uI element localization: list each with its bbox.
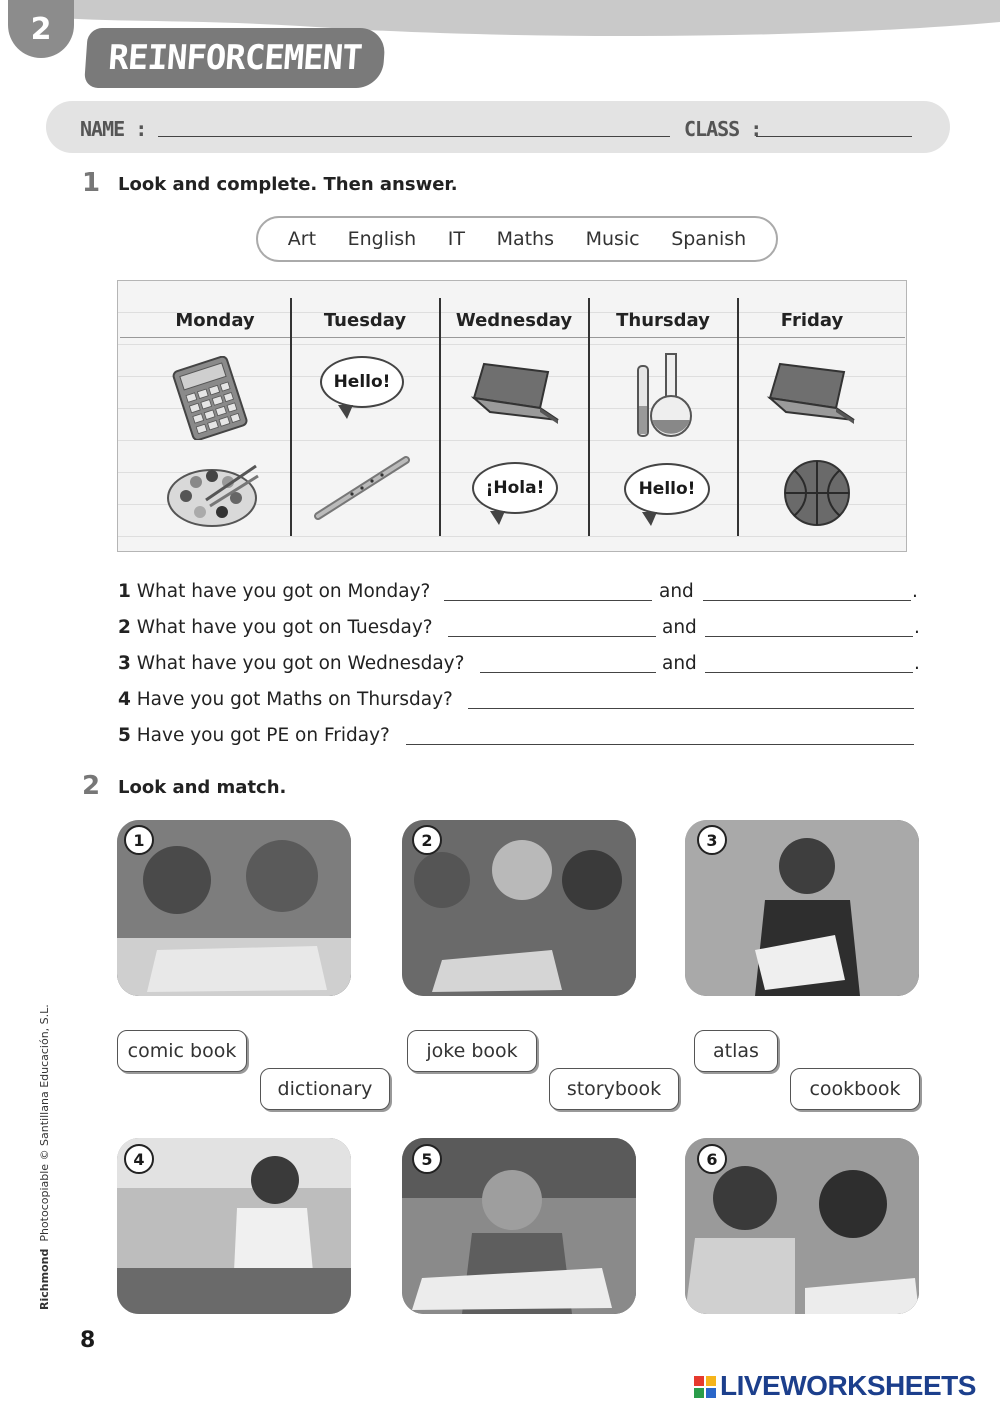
answer-3a[interactable] xyxy=(480,672,656,673)
day-monday: Monday xyxy=(175,310,255,331)
name-field[interactable] xyxy=(158,136,670,137)
unit-badge: 2 xyxy=(8,0,74,58)
answer-2a[interactable] xyxy=(448,636,656,637)
question-1: 1 What have you got on Monday? xyxy=(118,581,431,602)
period: . xyxy=(912,581,918,602)
exercise-2-instruction: Look and match. xyxy=(118,777,287,798)
period: . xyxy=(914,617,920,638)
word-atlas[interactable]: atlas xyxy=(694,1030,778,1072)
word-bank-item: Spanish xyxy=(671,228,747,250)
photo-number: 3 xyxy=(697,825,727,855)
word-dictionary[interactable]: dictionary xyxy=(260,1068,390,1110)
day-friday: Friday xyxy=(780,310,844,331)
page-title: REINFORCEMENT xyxy=(84,28,386,88)
column-divider xyxy=(737,298,739,536)
answer-4[interactable] xyxy=(468,708,914,709)
word-storybook[interactable]: storybook xyxy=(549,1068,679,1110)
period: . xyxy=(914,653,920,674)
column-divider xyxy=(588,298,590,536)
liveworksheets-watermark: LIVEWORKSHEETS xyxy=(720,1370,976,1401)
basketball-icon xyxy=(782,458,852,528)
answer-1b[interactable] xyxy=(703,600,911,601)
lab-flasks-icon xyxy=(630,350,700,442)
exercise-1-instruction: Look and complete. Then answer. xyxy=(118,174,458,195)
answer-3b[interactable] xyxy=(705,672,913,673)
word-bank-item: Music xyxy=(585,228,640,250)
day-wednesday: Wednesday xyxy=(455,310,573,331)
word-bank-item: English xyxy=(347,228,417,250)
page-number: 8 xyxy=(80,1328,96,1353)
paint-palette-icon xyxy=(166,460,262,530)
word-comic-book[interactable]: comic book xyxy=(117,1030,247,1072)
word-cookbook[interactable]: cookbook xyxy=(790,1068,920,1110)
speech-bubble-hello: Hello! xyxy=(320,356,404,408)
and-label: and xyxy=(662,653,697,674)
laptop-icon xyxy=(766,360,858,430)
name-class-band xyxy=(46,101,950,153)
photo-number: 5 xyxy=(412,1144,442,1174)
recorder-icon xyxy=(312,452,412,522)
answer-5[interactable] xyxy=(406,744,914,745)
photo-number: 2 xyxy=(412,825,442,855)
word-bank-item: IT xyxy=(447,228,465,250)
liveworksheets-logo-icon xyxy=(694,1376,716,1398)
question-3: 3 What have you got on Wednesday? xyxy=(118,653,465,674)
question-2: 2 What have you got on Tuesday? xyxy=(118,617,433,638)
column-divider xyxy=(439,298,441,536)
copyright-side-text: Richmond Photocopiable © Santillana Educación, S.L. xyxy=(38,1004,51,1310)
calculator-icon xyxy=(168,356,254,440)
name-label: NAME : xyxy=(80,117,147,141)
word-bank-item: Art xyxy=(287,228,317,250)
answer-1a[interactable] xyxy=(444,600,652,601)
exercise-2-number: 2 xyxy=(82,771,101,801)
question-4: 4 Have you got Maths on Thursday? xyxy=(118,689,453,710)
word-bank-item: Maths xyxy=(496,228,554,250)
word-bank xyxy=(256,216,778,262)
and-label: and xyxy=(662,617,697,638)
day-tuesday: Tuesday xyxy=(323,310,407,331)
word-joke-book[interactable]: joke book xyxy=(407,1030,537,1072)
photo-number: 4 xyxy=(124,1144,154,1174)
exercise-1-number: 1 xyxy=(82,168,101,198)
question-5: 5 Have you got PE on Friday? xyxy=(118,725,390,746)
photo-number: 1 xyxy=(124,825,154,855)
and-label: and xyxy=(659,581,694,602)
column-divider xyxy=(290,298,292,536)
speech-bubble-hello: Hello! xyxy=(624,463,710,515)
photo-number: 6 xyxy=(697,1144,727,1174)
speech-bubble-hola: ¡Hola! xyxy=(472,462,558,514)
timetable-header-rule xyxy=(120,337,905,338)
answer-2b[interactable] xyxy=(705,636,913,637)
class-field[interactable] xyxy=(756,136,912,137)
day-thursday: Thursday xyxy=(616,310,710,331)
class-label: CLASS : xyxy=(684,117,762,141)
laptop-icon xyxy=(470,360,562,430)
